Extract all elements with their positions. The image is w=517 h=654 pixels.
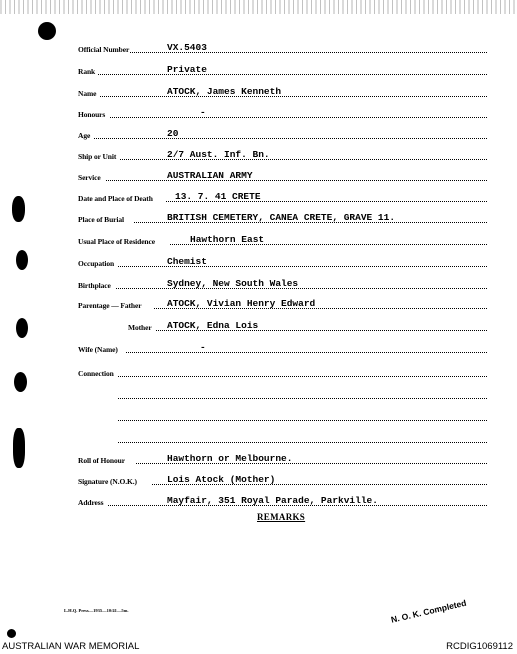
row-parentage-father <box>78 297 487 311</box>
row-place-of-burial <box>78 211 487 225</box>
place-of-burial-value: BRITISH CEMETERY, CANEA CRETE, GRAVE 11. <box>167 212 396 223</box>
row-address <box>78 494 487 508</box>
row-name <box>78 85 487 99</box>
connection-line-4 <box>78 431 487 445</box>
ship-or-unit-label: Ship or Unit <box>78 152 117 161</box>
occupation-label: Occupation <box>78 259 115 268</box>
rank-value: Private <box>167 64 207 75</box>
punch-hole-left-2 <box>16 250 28 270</box>
signature-label: Signature (N.O.K.) <box>78 477 137 486</box>
row-signature <box>78 473 487 487</box>
official-number-label: Official Number <box>78 45 130 54</box>
roll-of-honour-value: Hawthorn or Melbourne. <box>167 453 293 464</box>
row-occupation <box>78 255 487 269</box>
place-of-burial-label: Place of Burial <box>78 215 124 224</box>
scan-edge-noise <box>0 0 517 14</box>
occupation-value: Chemist <box>167 256 207 267</box>
footer-institution: AUSTRALIAN WAR MEMORIAL <box>2 641 140 652</box>
row-rank <box>78 63 487 77</box>
birthplace-value: Sydney, New South Wales <box>167 278 299 289</box>
punch-hole-left-1 <box>12 196 25 222</box>
age-label: Age <box>78 131 91 140</box>
address-value: Mayfair, 351 Royal Parade, Parkville. <box>167 495 378 506</box>
nok-stamp: N. O. K. Completed <box>390 597 468 625</box>
remarks-heading: REMARKS <box>257 512 306 522</box>
name-value: ATOCK, James Kenneth <box>167 86 282 97</box>
row-usual-residence <box>78 233 487 247</box>
punch-hole-left-5 <box>13 428 25 468</box>
signature-value: Lois Atock (Mother) <box>167 474 276 485</box>
row-date-place-death <box>78 190 487 204</box>
row-ship-or-unit <box>78 148 487 162</box>
service-label: Service <box>78 173 101 182</box>
usual-residence-value: Hawthorn East <box>190 234 265 245</box>
connection-line-2 <box>78 387 487 401</box>
honours-label: Honours <box>78 110 106 119</box>
parentage-mother-label: Mother <box>128 323 152 332</box>
name-label: Name <box>78 89 97 98</box>
date-place-death-label: Date and Place of Death <box>78 194 153 203</box>
parentage-father-label: Parentage — Father <box>78 301 142 310</box>
parentage-father-value: ATOCK, Vivian Henry Edward <box>167 298 316 309</box>
date-place-death-value: 13. 7. 41 CRETE <box>175 191 261 202</box>
punch-hole-bottom <box>7 629 16 638</box>
row-service <box>78 169 487 183</box>
footer-record-id: RCDIG1069112 <box>446 641 513 652</box>
connection-line-3 <box>78 409 487 423</box>
official-number-value: VX.5403 <box>167 42 207 53</box>
printer-imprint: L.H.Q. Press—1935—10/41—5m. <box>64 608 129 613</box>
punch-hole-left-4 <box>14 372 27 392</box>
age-value: 20 <box>167 128 179 139</box>
honours-value: - <box>200 107 206 118</box>
row-age <box>78 127 487 141</box>
wife-label: Wife (Name) <box>78 345 118 354</box>
connection-label: Connection <box>78 369 114 378</box>
birthplace-label: Birthplace <box>78 281 111 290</box>
row-official-number <box>78 41 487 55</box>
row-connection <box>78 365 487 379</box>
row-parentage-mother <box>78 319 487 333</box>
row-honours <box>78 106 487 120</box>
row-roll-of-honour <box>78 452 487 466</box>
footer-bar <box>0 640 517 654</box>
row-birthplace <box>78 277 487 291</box>
punch-hole-left-3 <box>16 318 28 338</box>
service-value: AUSTRALIAN ARMY <box>167 170 253 181</box>
roll-of-honour-label: Roll of Honour <box>78 456 125 465</box>
address-label: Address <box>78 498 104 507</box>
wife-value: - <box>200 342 206 353</box>
usual-residence-label: Usual Place of Residence <box>78 237 155 246</box>
punch-hole-top <box>38 22 56 40</box>
row-wife <box>78 341 487 355</box>
rank-label: Rank <box>78 67 96 76</box>
ship-or-unit-value: 2/7 Aust. Inf. Bn. <box>167 149 270 160</box>
parentage-mother-value: ATOCK, Edna Lois <box>167 320 259 331</box>
